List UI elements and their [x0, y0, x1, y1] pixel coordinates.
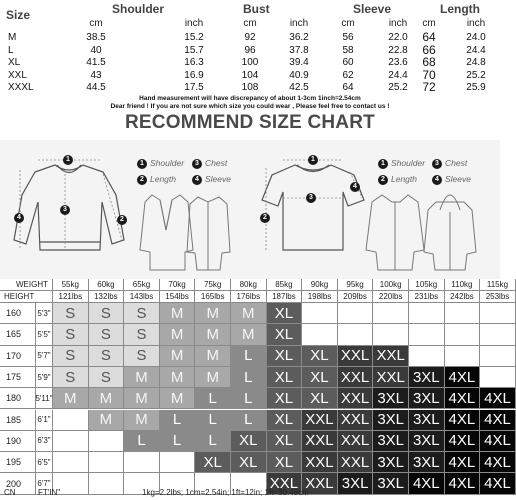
height-cm: 165	[0, 324, 36, 345]
sweater-measure-lines	[20, 160, 122, 250]
weight-kg: 95kg	[338, 279, 374, 291]
size-name: XXXL	[8, 82, 34, 93]
size-cell	[89, 452, 125, 473]
size-cell: 3XL	[409, 367, 445, 388]
size-cell: XL	[267, 452, 303, 473]
conversion-footnote: 1kg=2.2lbs; 1cm=2.54in; 1ft=12in; 1ft=30.48cm	[142, 488, 309, 497]
size-cell	[89, 431, 125, 452]
size-cell: XL	[267, 410, 303, 431]
size-cell	[445, 324, 481, 345]
size-cell: L	[195, 431, 231, 452]
height-ft: 5'11"	[36, 388, 53, 409]
size-cell: XXL	[338, 410, 374, 431]
size-cell: L	[231, 367, 267, 388]
size-cell: XXL	[338, 346, 374, 367]
size-cell: S	[124, 324, 160, 345]
measurement-value: 22.0	[388, 32, 408, 43]
weight-lbs: 209lbs	[338, 291, 374, 303]
size-cell: L	[160, 410, 196, 431]
size-cell: XL	[231, 431, 267, 452]
size-cell: 4XL	[445, 452, 481, 473]
size-cell: S	[53, 303, 89, 324]
measurement-value: 16.9	[184, 69, 204, 81]
measurement-value: 92	[244, 32, 256, 43]
height-cm: 180	[0, 388, 36, 409]
size-cell: XXL	[302, 452, 338, 473]
size-cell: M	[160, 388, 196, 409]
legend-right-text-1: Shoulder	[391, 158, 426, 168]
height-ft: 5'5"	[36, 324, 53, 345]
length-header: Length	[440, 2, 480, 16]
size-cell: M	[160, 324, 196, 345]
weight-kg: 100kg	[373, 279, 409, 291]
sleeve-marker-right: 4	[350, 182, 360, 192]
weight-kg: 110kg	[445, 279, 481, 291]
weight-lbs: 132lbs	[89, 291, 125, 303]
unit-ft-label: FT'IN"	[38, 488, 61, 497]
measurement-table	[0, 0, 500, 110]
weight-kg: 70kg	[160, 279, 196, 291]
size-cell: 4XL	[445, 431, 481, 452]
weight-lbs: 176lbs	[231, 291, 267, 303]
bust-header: Bust	[243, 2, 270, 16]
size-cell: 4XL	[480, 473, 516, 494]
measurement-value: 36.2	[289, 32, 309, 43]
measurement-value: 40.9	[289, 69, 309, 81]
legend-left-text-4: Sleeve	[205, 174, 231, 184]
measurement-value: 15.2	[184, 32, 204, 43]
page-title: RECOMMEND SIZE CHART	[125, 112, 375, 133]
legend-left-text-1: Shoulder	[150, 158, 185, 168]
measurement-value: 24.0	[466, 32, 486, 43]
size-cell: XXL	[338, 452, 374, 473]
size-cell: L	[124, 431, 160, 452]
measurement-value: 41.5	[86, 57, 106, 68]
legend-left-num-4: 4	[192, 175, 202, 185]
size-column-header: Size	[6, 8, 31, 22]
illustration-panel	[0, 140, 500, 280]
size-cell: 4XL	[445, 388, 481, 409]
size-cell: 4XL	[445, 367, 481, 388]
size-cell: L	[231, 346, 267, 367]
tshirt-diagram	[262, 165, 364, 250]
height-cm: 185	[0, 410, 36, 431]
blazer-picture	[140, 195, 193, 270]
measurement-note: Hand measurement will have discrepancy of about 1-3cm 1inch=2.54cm	[139, 95, 361, 102]
size-cell: M	[195, 324, 231, 345]
chest-marker-left: 3	[60, 205, 70, 215]
size-cell	[338, 303, 374, 324]
size-cell: S	[53, 346, 89, 367]
size-cell: M	[124, 410, 160, 431]
size-cell: XXL	[338, 367, 374, 388]
measurement-value: 96	[244, 44, 256, 56]
unit-header: cm	[243, 18, 257, 29]
shoulder-marker-right: 1	[308, 155, 318, 165]
size-cell: XL	[302, 367, 338, 388]
size-cell: 3XL	[409, 431, 445, 452]
weight-lbs: 242lbs	[445, 291, 481, 303]
height-ft: 5'7"	[36, 346, 53, 367]
size-cell: M	[124, 388, 160, 409]
measurement-value: 56	[342, 32, 354, 43]
size-cell: XL	[267, 431, 303, 452]
size-cell: XXL	[373, 367, 409, 388]
size-cell: XXL	[302, 431, 338, 452]
size-cell: XXL	[338, 388, 374, 409]
legend-left-num-1: 1	[137, 159, 147, 169]
weight-lbs: 231lbs	[409, 291, 445, 303]
size-cell: 4XL	[409, 473, 445, 494]
weight-lbs: 187lbs	[267, 291, 303, 303]
size-cell	[480, 324, 516, 345]
weight-lbs: 165lbs	[195, 291, 231, 303]
size-cell: 3XL	[373, 473, 409, 494]
weight-lbs: 154lbs	[160, 291, 196, 303]
legend-left-num-2: 2	[137, 175, 147, 185]
weight-label: WEIGHT	[0, 279, 53, 291]
height-ft: 6'1"	[36, 410, 53, 431]
size-cell: XL	[267, 346, 303, 367]
size-cell: 4XL	[480, 410, 516, 431]
size-name: M	[8, 32, 17, 43]
size-cell: M	[195, 367, 231, 388]
size-cell: L	[231, 388, 267, 409]
unit-header: inch	[184, 18, 204, 29]
size-cell: XL	[267, 324, 303, 345]
size-cell: XL	[302, 388, 338, 409]
grid-footer	[0, 486, 500, 500]
weight-lbs: 220lbs	[373, 291, 409, 303]
weight-kg: 85kg	[267, 279, 303, 291]
measurement-value: 37.8	[289, 44, 309, 56]
size-cell: XXL	[302, 473, 338, 494]
measurement-value: 68	[422, 55, 436, 69]
weight-kg: 115kg	[480, 279, 516, 291]
measurement-value: 64	[422, 30, 436, 44]
unit-header: cm	[341, 18, 355, 29]
size-name: XL	[8, 57, 21, 68]
unit-cm-label: CN	[4, 488, 16, 497]
size-cell: 4XL	[445, 410, 481, 431]
size-cell: 3XL	[373, 431, 409, 452]
weight-lbs: 253lbs	[480, 291, 516, 303]
measurement-value: 43	[90, 69, 102, 81]
size-cell: 3XL	[373, 388, 409, 409]
zip-jacket-picture	[366, 195, 424, 270]
unit-header: inch	[289, 18, 309, 29]
size-cell: S	[124, 303, 160, 324]
weight-kg: 75kg	[195, 279, 231, 291]
legend-right-num-1: 1	[378, 159, 388, 169]
size-cell: XL	[267, 303, 303, 324]
legend-right-num-2: 2	[378, 175, 388, 185]
size-cell: XL	[302, 346, 338, 367]
size-cell: M	[160, 367, 196, 388]
size-cell: M	[160, 346, 196, 367]
unit-header: cm	[422, 18, 436, 29]
size-cell	[480, 367, 516, 388]
length-marker-left: 2	[117, 215, 127, 225]
measurement-value: 17.5	[184, 82, 204, 93]
size-cell	[124, 452, 160, 473]
measurement-value: 42.5	[289, 82, 309, 93]
height-label: HEIGHT	[0, 291, 53, 303]
measurement-value: 64	[342, 82, 354, 93]
size-cell: M	[160, 303, 196, 324]
weight-lbs: 143lbs	[124, 291, 160, 303]
measurement-value: 15.7	[184, 44, 204, 56]
measurement-value: 24.4	[466, 44, 486, 56]
shirt-picture	[187, 197, 230, 270]
shoulder-header: Shoulder	[112, 2, 165, 16]
weight-kg: 60kg	[89, 279, 125, 291]
measurement-value: 70	[422, 67, 436, 82]
size-cell: 4XL	[480, 452, 516, 473]
legend-left-num-3: 3	[192, 159, 202, 169]
size-cell	[53, 452, 89, 473]
measurement-value: 39.4	[289, 57, 309, 68]
measurement-value: 72	[422, 80, 436, 94]
size-cell: S	[89, 346, 125, 367]
size-cell: 3XL	[409, 388, 445, 409]
size-cell: 4XL	[480, 388, 516, 409]
contact-note: Dear friend ! If you are not sure which size you could wear , Please feel free to contact us !	[110, 103, 390, 110]
size-name: XXL	[8, 69, 27, 81]
measurement-value: 40	[90, 44, 102, 56]
size-cell: M	[195, 303, 231, 324]
measurement-value: 22.8	[388, 44, 408, 56]
unit-header: cm	[89, 18, 103, 29]
weight-lbs: 121lbs	[53, 291, 89, 303]
size-cell: S	[124, 346, 160, 367]
size-cell: M	[89, 410, 125, 431]
size-cell	[409, 303, 445, 324]
height-cm: 200	[0, 473, 36, 494]
size-cell: S	[53, 367, 89, 388]
height-ft: 5'9"	[36, 367, 53, 388]
size-cell: M	[231, 303, 267, 324]
measurement-value: 24.4	[388, 69, 408, 81]
size-cell: M	[231, 324, 267, 345]
legend-right-num-4: 4	[432, 175, 442, 185]
size-cell: 3XL	[409, 410, 445, 431]
weight-kg: 105kg	[409, 279, 445, 291]
hoodie-picture	[424, 195, 476, 270]
height-cm: 190	[0, 431, 36, 452]
legend-right-num-3: 3	[432, 159, 442, 169]
size-cell: XXL	[338, 431, 374, 452]
size-cell: 4XL	[445, 473, 481, 494]
measurement-value: 108	[241, 82, 259, 93]
size-cell	[480, 346, 516, 367]
size-cell: 4XL	[480, 431, 516, 452]
size-cell: XXL	[302, 410, 338, 431]
size-cell: S	[53, 324, 89, 345]
size-cell	[53, 410, 89, 431]
weight-kg: 90kg	[302, 279, 338, 291]
weight-kg: 55kg	[53, 279, 89, 291]
measurement-value: 44.5	[86, 82, 106, 93]
weight-kg: 65kg	[124, 279, 160, 291]
size-cell	[373, 324, 409, 345]
size-cell: M	[53, 388, 89, 409]
weight-kg: 80kg	[231, 279, 267, 291]
size-cell: L	[195, 388, 231, 409]
size-cell	[302, 303, 338, 324]
measurement-value: 62	[342, 69, 354, 81]
measurement-value: 58	[342, 44, 354, 56]
height-cm: 160	[0, 303, 36, 324]
sleeve-header: Sleeve	[353, 2, 392, 16]
measurement-value: 25.2	[388, 82, 408, 93]
size-cell: S	[89, 303, 125, 324]
measurement-row	[0, 82, 500, 96]
size-cell: L	[195, 410, 231, 431]
size-cell: XL	[231, 452, 267, 473]
sleeve-marker-left: 4	[14, 213, 24, 223]
chest-marker-right: 3	[306, 193, 316, 203]
legend-right-text-4: Sleeve	[445, 174, 471, 184]
legend-right-text-2: Length	[391, 174, 417, 184]
height-ft: 5'3"	[36, 303, 53, 324]
shoulder-marker-left: 1	[63, 155, 73, 165]
size-cell	[480, 303, 516, 324]
unit-header: inch	[388, 18, 408, 29]
height-cm: 195	[0, 452, 36, 473]
measurement-value: 24.8	[466, 57, 486, 68]
size-cell: XL	[195, 452, 231, 473]
measurement-value: 100	[241, 57, 259, 68]
size-cell: 3XL	[409, 452, 445, 473]
size-cell	[338, 324, 374, 345]
size-cell	[302, 324, 338, 345]
measurement-value: 25.9	[466, 82, 486, 93]
size-cell	[409, 346, 445, 367]
measurement-value: 23.6	[388, 57, 408, 68]
size-cell: XXL	[373, 346, 409, 367]
length-marker-right: 2	[260, 213, 270, 223]
height-cm: 175	[0, 367, 36, 388]
size-cell	[160, 452, 196, 473]
height-ft: 6'7"	[36, 473, 53, 494]
measurement-value: 25.2	[466, 69, 486, 81]
measurement-value: 60	[342, 57, 354, 68]
size-cell	[445, 346, 481, 367]
size-cell: XXL	[267, 473, 303, 494]
size-cell: S	[89, 324, 125, 345]
size-cell: L	[160, 431, 196, 452]
legend-left-text-3: Chest	[205, 158, 228, 168]
height-ft: 6'3"	[36, 431, 53, 452]
measurement-value: 16.3	[184, 57, 204, 68]
unit-header: inch	[466, 18, 486, 29]
size-cell: M	[195, 346, 231, 367]
legend-left-text-2: Length	[150, 174, 176, 184]
size-cell: XL	[267, 388, 303, 409]
size-cell	[409, 324, 445, 345]
measurement-value: 66	[422, 42, 436, 57]
size-cell: 3XL	[338, 473, 374, 494]
size-cell: L	[231, 410, 267, 431]
size-cell	[373, 303, 409, 324]
size-cell	[445, 303, 481, 324]
size-cell: M	[89, 388, 125, 409]
size-cell: M	[124, 367, 160, 388]
measurement-value: 38.5	[86, 32, 106, 43]
size-name: L	[8, 44, 14, 56]
size-cell	[53, 431, 89, 452]
legend-right-text-3: Chest	[445, 158, 468, 168]
height-ft: 6'5"	[36, 452, 53, 473]
size-cell: 3XL	[373, 452, 409, 473]
measurement-value: 104	[241, 69, 259, 81]
size-cell: XL	[267, 367, 303, 388]
size-cell: 3XL	[373, 410, 409, 431]
size-cell: S	[89, 367, 125, 388]
height-cm: 170	[0, 346, 36, 367]
weight-lbs: 198lbs	[302, 291, 338, 303]
